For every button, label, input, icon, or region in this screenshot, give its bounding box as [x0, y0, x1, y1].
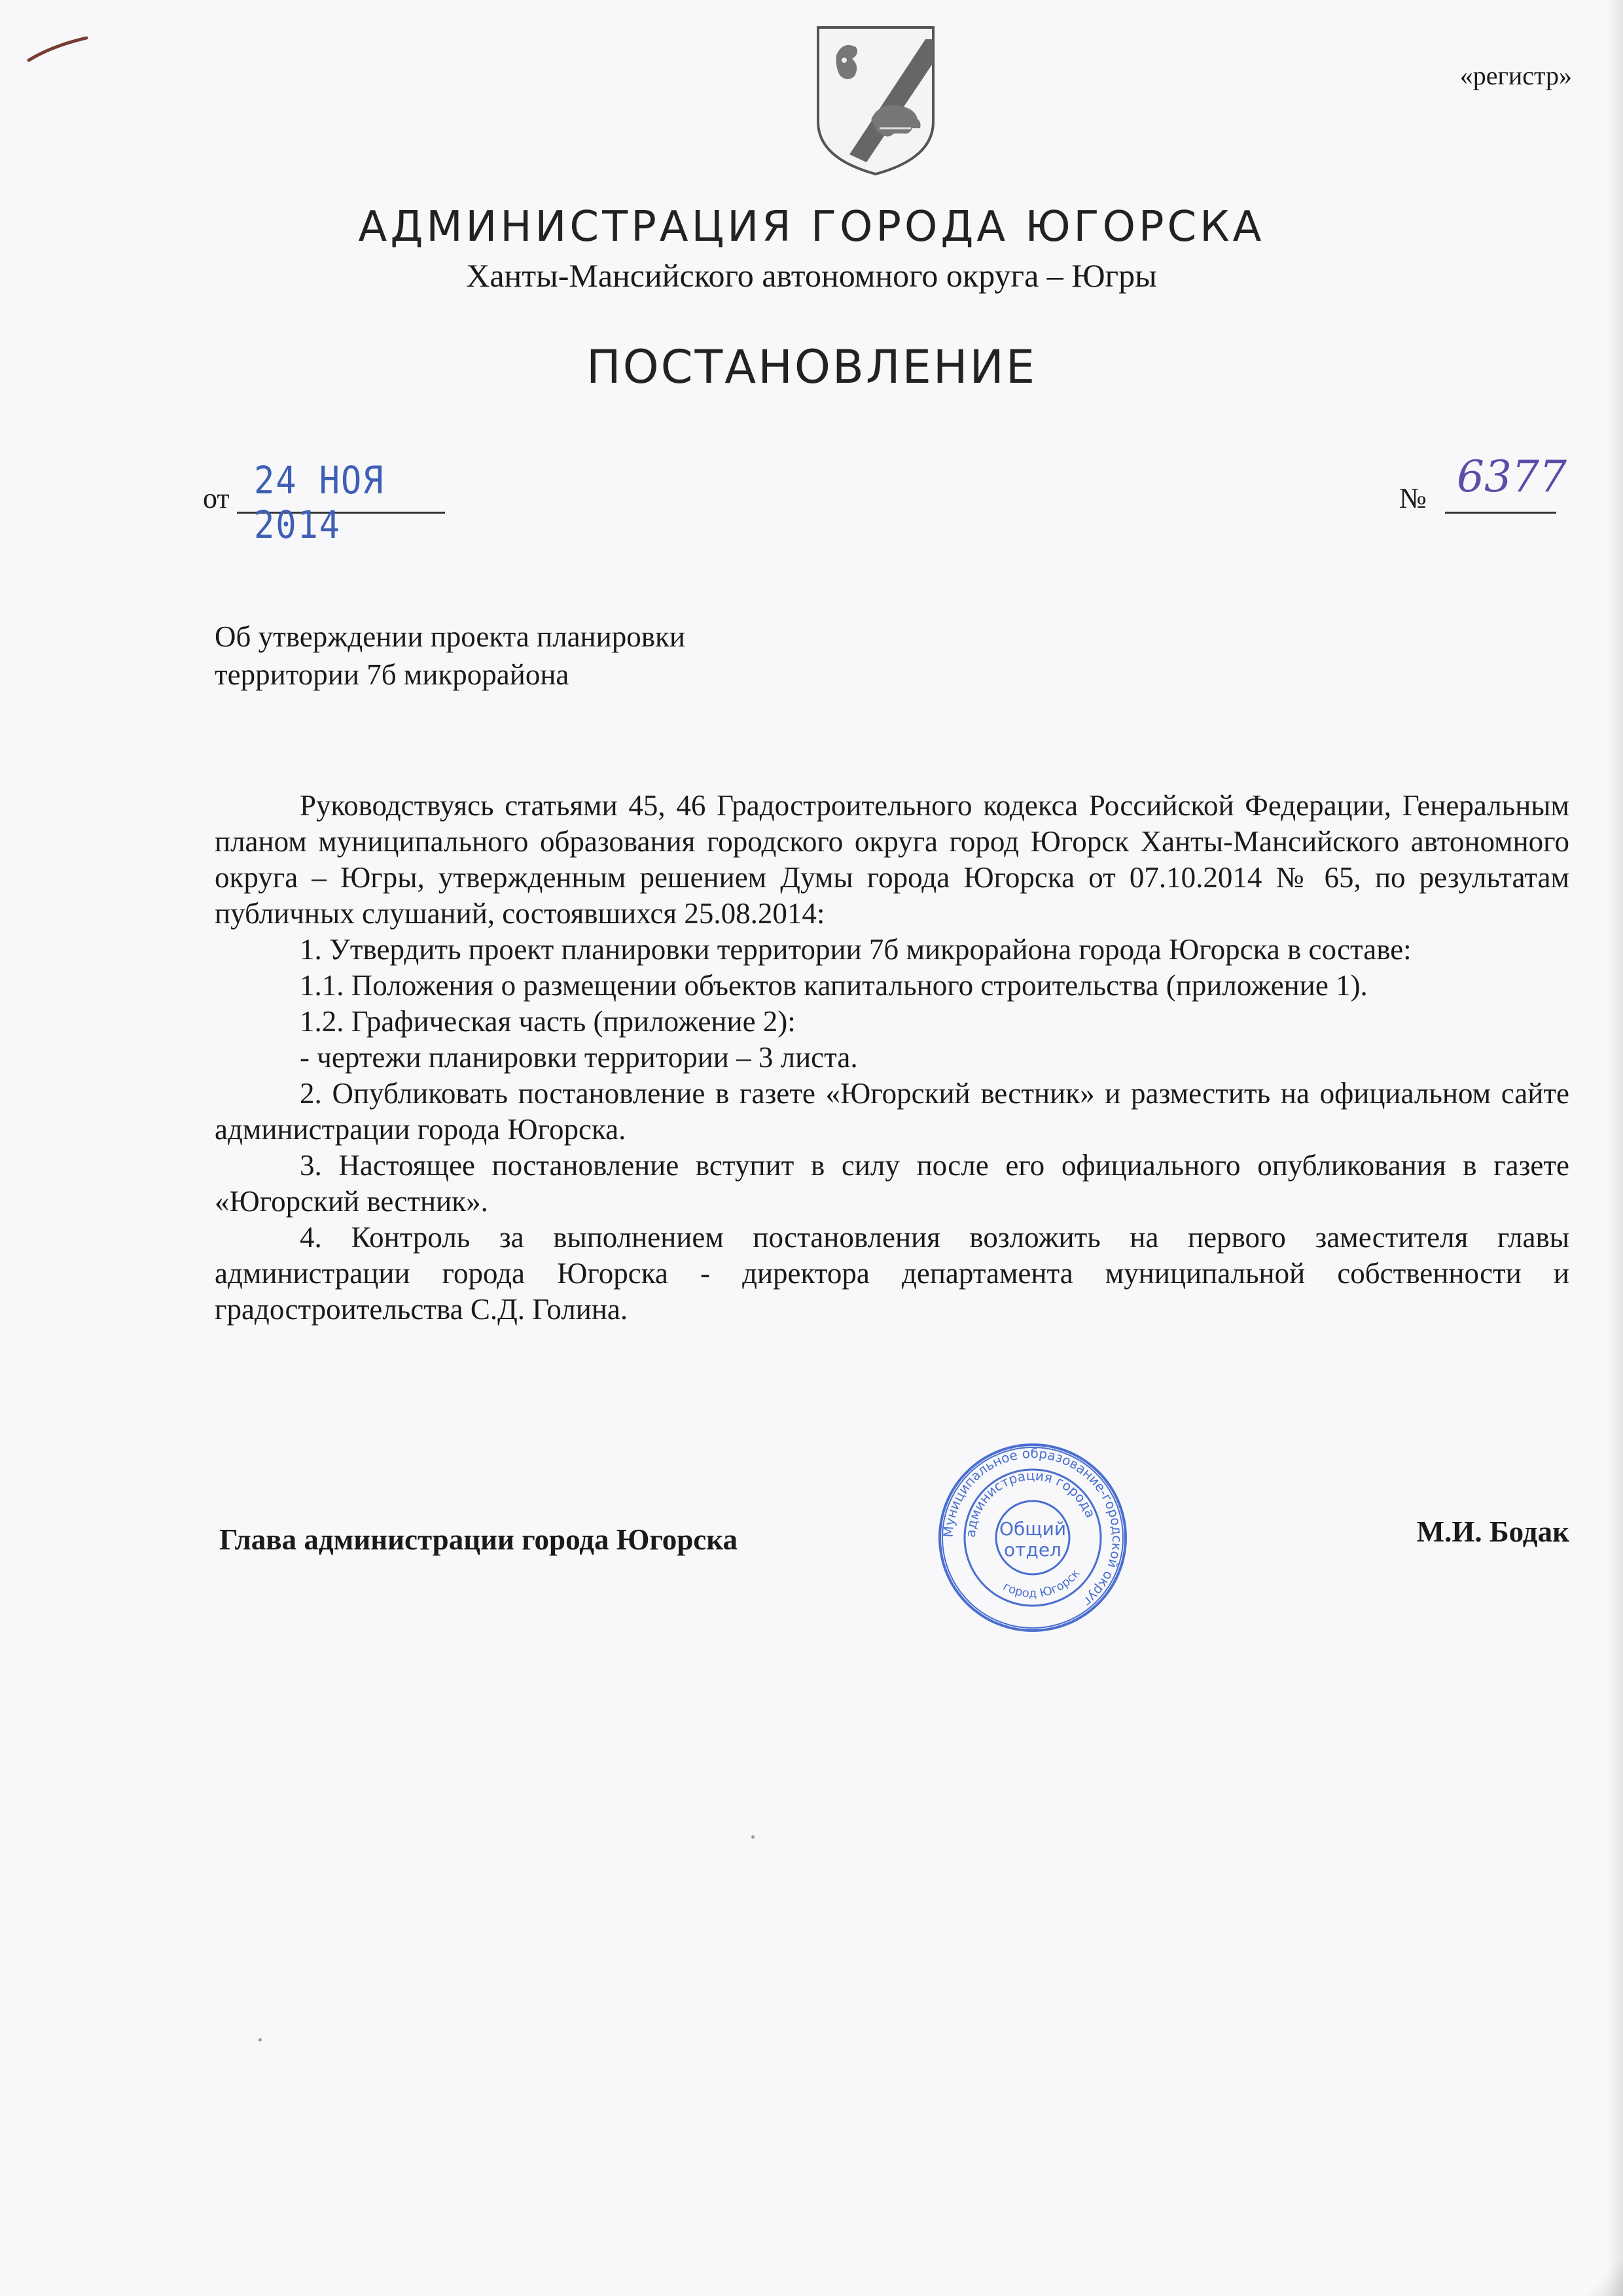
document-type-heading: ПОСТАНОВЛЕНИЕ — [586, 340, 1037, 394]
scan-speck — [751, 1835, 755, 1839]
official-seal-icon — [935, 1439, 1131, 1636]
item-3: 3. Настоящее постановление вступит в силу после его официального опубликования в газете «Югорский вестник». — [215, 1149, 1569, 1218]
scan-speck — [259, 2038, 262, 2041]
subject-line-1: Об утверждении проекта планировки — [215, 620, 685, 653]
item-2: 2. Опубликовать постановление в газете «Югорский вестник» и разместить на официальном сайте администрации города Югорска. — [215, 1077, 1569, 1146]
date-stamp: 24 НОЯ 2014 — [254, 458, 385, 547]
document-subject — [215, 618, 685, 694]
signatory-name: М.И. Бодак — [1416, 1515, 1569, 1548]
svg-text:город Югорск — [1001, 1566, 1083, 1600]
seal-center-line-1: Общий — [999, 1518, 1067, 1540]
pen-mark — [26, 33, 92, 72]
organization-subtitle: Ханты-Мансийского автономного округа – Югры — [466, 257, 1157, 294]
city-emblem-icon — [810, 24, 941, 178]
item-1-2: 1.2. Графическая часть (приложение 2): — [300, 1005, 796, 1038]
subject-line-2: территории 7б микрорайона — [215, 658, 569, 691]
handwritten-number: 6377 — [1457, 451, 1567, 502]
item-1-2-sub: - чертежи планировки территории – 3 листа. — [300, 1041, 858, 1074]
number-underline — [1445, 512, 1556, 514]
signatory-title: Глава администрации города Югорска — [219, 1523, 738, 1556]
seal-bottom-text: город Югорск — [1001, 1566, 1083, 1601]
item-4: 4. Контроль за выполнением постановления возложить на первого заместителя главы администрации города Югорска - директора департамента муниципальной собственности и градостроительства С.Д. Голина. — [215, 1221, 1569, 1326]
preamble-paragraph: Руководствуясь статьями 45, 46 Градостроительного кодекса Российской Федерации, Генеральным планом муниципального образования городского округа город Югорск Ханты-Мансийского автономного округа – Югры, утвержденным решением Думы города Югорска от 07.10.2014 № 65, по результатам публичных слушаний, состоявшихся 25.08.2014: — [215, 789, 1569, 930]
document-body — [215, 788, 1569, 1328]
number-sign: № — [1399, 482, 1427, 514]
seal-outer-text: Муниципальное образование-городской округ — [940, 1445, 1126, 1610]
scan-edge-shadow — [1606, 0, 1623, 2296]
date-prefix: от — [203, 482, 230, 514]
register-note: «регистр» — [1459, 61, 1572, 90]
scan-corner-shadow — [1584, 2257, 1623, 2296]
seal-inner-text: администрация города — [962, 1467, 1099, 1538]
item-1: 1. Утвердить проект планировки территории 7б микрорайона города Югорска в составе: — [300, 933, 1412, 966]
item-1-1: 1.1. Положения о размещении объектов капитального строительства (приложение 1). — [300, 969, 1368, 1002]
seal-center-line-2: отдел — [1004, 1539, 1061, 1561]
organization-title: АДМИНИСТРАЦИЯ ГОРОДА ЮГОРСКА — [358, 203, 1265, 251]
